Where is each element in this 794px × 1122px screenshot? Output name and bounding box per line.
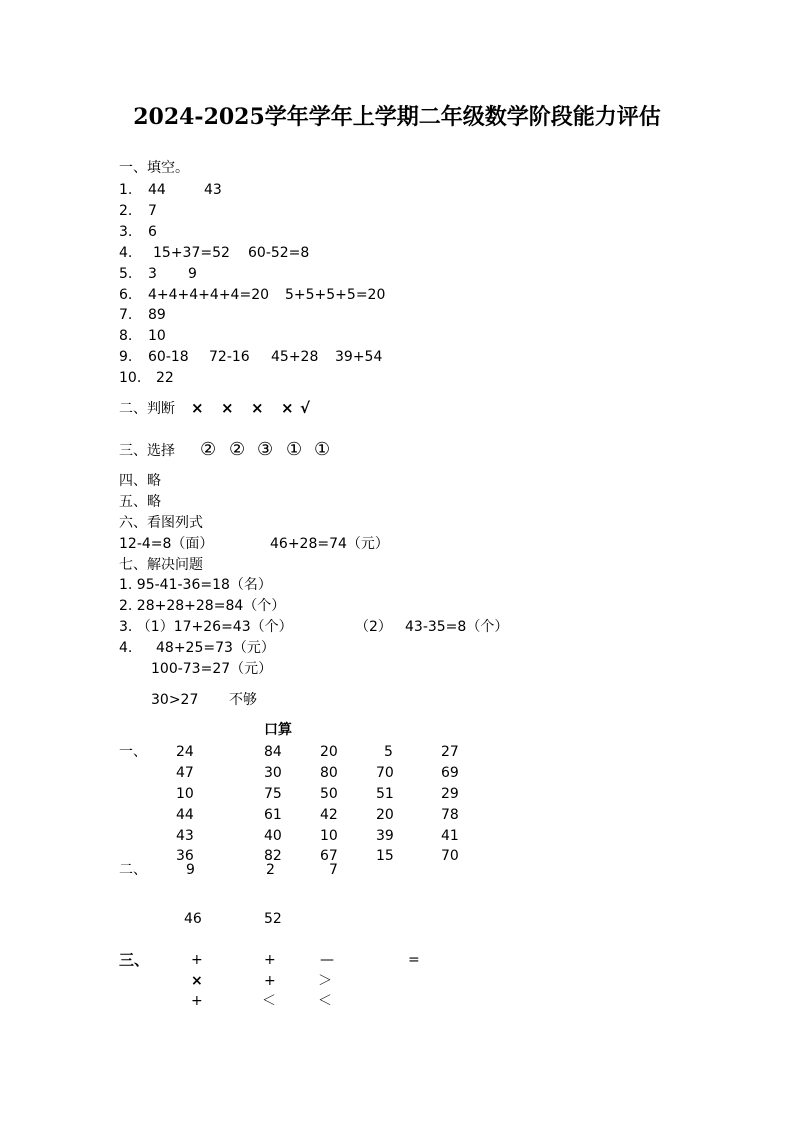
choice-answer: ① — [286, 439, 303, 460]
oral-answer: 47 — [176, 765, 194, 781]
cross-mark-icon: × — [251, 399, 264, 417]
solution-line: 3. （1）17+26=43（个） — [119, 619, 293, 635]
fill-item-answer: 9 — [188, 266, 197, 282]
fill-item-answer: 7 — [148, 203, 157, 219]
oral-answer: 82 — [264, 848, 282, 864]
oral-answer: 7 — [329, 862, 338, 878]
oral-answer: 27 — [441, 744, 459, 760]
cross-mark-icon: × — [281, 399, 294, 417]
oral-answer: 2 — [266, 862, 275, 878]
solution-line: 不够 — [229, 692, 257, 708]
fill-item-answer: 43 — [204, 182, 222, 198]
oral-answer: 39 — [376, 828, 394, 844]
operator-symbol: ＞ — [318, 973, 332, 989]
oral-answer: 42 — [320, 807, 338, 823]
operator-symbol: = — [408, 952, 420, 968]
oral-answer: 29 — [441, 786, 459, 802]
oral-answer: 10 — [176, 786, 194, 802]
oral-answer: 30 — [264, 765, 282, 781]
picture-equation: 46+28=74（元） — [270, 536, 389, 552]
oral-part1-label: 一、 — [119, 744, 147, 760]
solution-line: 100-73=27（元） — [151, 661, 273, 677]
section2-heading: 二、判断 — [119, 401, 175, 417]
oral-answer: 75 — [264, 786, 282, 802]
fill-item-answer: 45+28 — [271, 349, 319, 365]
section7-heading: 七、解决问题 — [119, 557, 203, 573]
fill-item-num: 2. — [119, 203, 133, 219]
check-mark-icon: √ — [300, 399, 311, 417]
oral-answer: 46 — [184, 911, 202, 927]
oral-answer: 61 — [264, 807, 282, 823]
section6-heading: 六、看图列式 — [119, 515, 203, 531]
oral-answer: 78 — [441, 807, 459, 823]
fill-item-num: 3. — [119, 224, 133, 240]
oral-answer: 84 — [264, 744, 282, 760]
oral-answer: 80 — [320, 765, 338, 781]
solution-line: （2） — [355, 619, 392, 635]
fill-item-answer: 39+54 — [335, 349, 383, 365]
fill-item-answer: 89 — [148, 307, 166, 323]
picture-equation: 12-4=8（面） — [119, 536, 214, 552]
fill-item-num: 7. — [119, 307, 133, 323]
operator-symbol: ＜ — [262, 993, 276, 1009]
oral-answer: 20 — [320, 744, 338, 760]
fill-item-answer: 6 — [148, 224, 157, 240]
operator-symbol: + — [191, 993, 203, 1009]
fill-item-num: 6. — [119, 287, 133, 303]
operator-symbol: × — [191, 973, 203, 989]
oral-heading: 口算 — [264, 722, 292, 738]
solution-line: 30>27 — [151, 692, 199, 708]
fill-item-num: 8. — [119, 328, 133, 344]
fill-item-answer: 22 — [156, 370, 174, 386]
oral-answer: 15 — [376, 848, 394, 864]
operator-symbol: + — [264, 952, 276, 968]
solution-line: 43-35=8（个） — [405, 619, 509, 635]
fill-item-answer: 44 — [148, 182, 166, 198]
fill-item-answer: 4+4+4+4+4=20 — [148, 287, 270, 303]
oral-answer: 41 — [441, 828, 459, 844]
oral-part3-label: 三、 — [119, 951, 150, 969]
section4-heading: 四、略 — [119, 473, 161, 489]
operator-symbol: + — [264, 973, 276, 989]
fill-item-answer: 72-16 — [209, 349, 250, 365]
oral-answer: 20 — [376, 807, 394, 823]
operator-symbol: + — [191, 952, 203, 968]
oral-answer: 70 — [441, 848, 459, 864]
oral-answer: 10 — [320, 828, 338, 844]
page-title: 2024-2025学年学年上学期二年级数学阶段能力评估 — [133, 104, 661, 130]
fill-item-answer: 60-18 — [148, 349, 189, 365]
fill-item-num: 1. — [119, 182, 133, 198]
oral-answer: 5 — [384, 744, 393, 760]
fill-item-num: 5. — [119, 266, 133, 282]
operator-symbol: — — [320, 952, 334, 968]
fill-item-answer: 60-52=8 — [248, 245, 310, 261]
oral-answer: 67 — [320, 848, 338, 864]
solution-num: 4. — [119, 640, 133, 656]
choice-answer: ① — [314, 439, 331, 460]
fill-item-answer: 15+37=52 — [153, 245, 230, 261]
oral-answer: 9 — [186, 862, 195, 878]
fill-item-num: 9. — [119, 349, 133, 365]
fill-item-answer: 3 — [148, 266, 157, 282]
solution-line: 2. 28+28+28=84（个） — [119, 598, 286, 614]
choice-answer: ② — [200, 439, 217, 460]
oral-answer: 69 — [441, 765, 459, 781]
choice-answer: ② — [229, 439, 246, 460]
fill-item-num: 10. — [119, 370, 142, 386]
oral-answer: 51 — [376, 786, 394, 802]
cross-mark-icon: × — [191, 399, 204, 417]
oral-answer: 50 — [320, 786, 338, 802]
fill-item-answer: 10 — [148, 328, 166, 344]
oral-answer: 44 — [176, 807, 194, 823]
fill-item-answer: 5+5+5+5=20 — [285, 287, 386, 303]
section5-heading: 五、略 — [119, 494, 161, 510]
section3-heading: 三、选择 — [119, 443, 175, 459]
oral-answer: 52 — [264, 911, 282, 927]
oral-answer: 70 — [376, 765, 394, 781]
cross-mark-icon: × — [221, 399, 234, 417]
solution-line: 48+25=73（元） — [156, 640, 275, 656]
oral-answer: 43 — [176, 828, 194, 844]
oral-answer: 40 — [264, 828, 282, 844]
section1-heading: 一、填空。 — [119, 160, 189, 176]
choice-answer: ③ — [257, 439, 274, 460]
fill-item-num: 4. — [119, 245, 133, 261]
operator-symbol: ＜ — [318, 993, 332, 1009]
oral-answer: 24 — [176, 744, 194, 760]
solution-line: 1. 95-41-36=18（名） — [119, 577, 272, 593]
oral-answer: 36 — [176, 848, 194, 864]
oral-part2-label: 二、 — [119, 862, 147, 878]
